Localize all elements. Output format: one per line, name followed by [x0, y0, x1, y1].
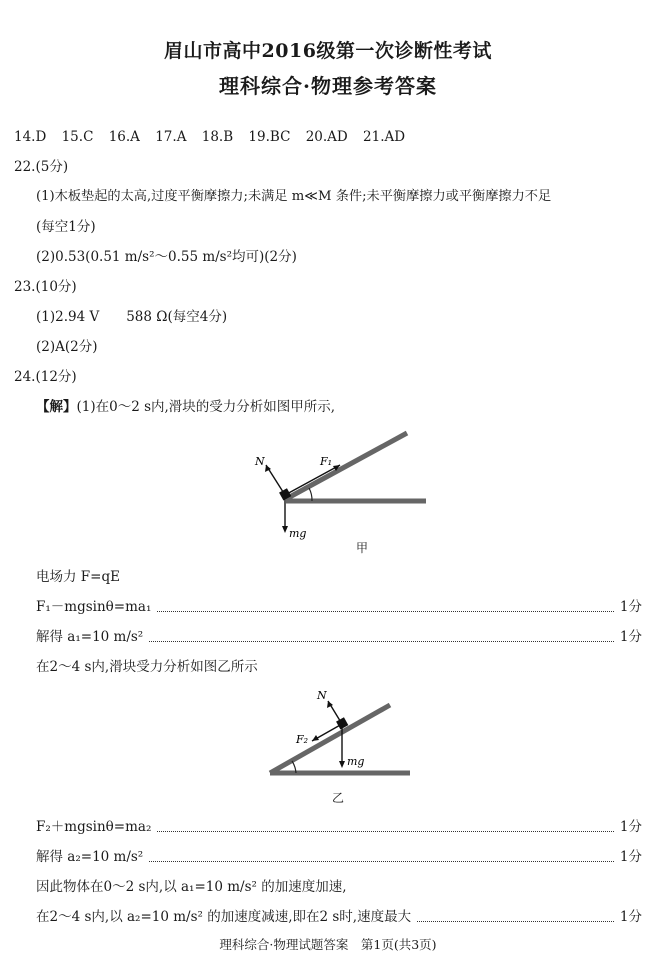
q24-line5: 因此物体在0～2 s内,以 a₁=10 m/s² 的加速度加速, [36, 879, 347, 895]
incline-plane [270, 705, 390, 773]
q22-heading: 22.(5分) [14, 159, 69, 175]
equation: 解得 a₁=10 m/s² [36, 629, 144, 645]
label-f1: F₁ [320, 455, 333, 468]
solve-tag: 【解】 [36, 399, 77, 415]
answer-key-subtitle: 理科综合·物理参考答案 [219, 74, 437, 98]
score: 1分 [619, 909, 642, 925]
choice-answer: 16.A [108, 129, 140, 145]
q24-intro-text: (1)在0～2 s内,滑块的受力分析如图甲所示, [76, 399, 336, 415]
dot-leader [157, 822, 614, 832]
q22-part1: (1)木板垫起的太高,过度平衡摩擦力;未满足 m≪M 条件;未平衡摩擦力或平衡摩擦力不足 [36, 189, 552, 204]
figure-caption-jia: 甲 [356, 541, 369, 555]
force-f1-arrow [285, 465, 340, 495]
label-n: N [255, 455, 265, 468]
force-diagram-jia [240, 425, 440, 555]
score: 1分 [619, 599, 642, 615]
dot-leader [157, 602, 614, 612]
equation-row [36, 818, 642, 836]
q24-intro2: 在2～4 s内,滑块受力分析如图乙所示 [36, 659, 258, 675]
label-mg: mg [289, 527, 307, 540]
score: 1分 [619, 629, 642, 645]
choice-answer: 17.A [155, 129, 187, 145]
label-mg: mg [347, 755, 365, 768]
q23-heading: 23.(10分) [14, 279, 77, 295]
equation: 解得 a₂=10 m/s² [36, 849, 144, 865]
dot-leader [149, 632, 614, 642]
equation-row [36, 628, 642, 646]
equation: 在2～4 s内,以 a₂=10 m/s² 的加速度减速,即在2 s时,速度最大 [36, 909, 412, 925]
equation-row [36, 908, 642, 926]
page-footer: 理科综合·物理试题答案 第1页(共3页) [219, 937, 437, 952]
q24-heading: 24.(12分) [14, 369, 77, 385]
score: 1分 [619, 819, 642, 835]
field-force: 电场力 F=qE [36, 569, 120, 585]
choice-answer: 19.BC [248, 129, 291, 145]
equation-row [36, 848, 642, 866]
incline-plane [286, 433, 407, 499]
label-f2: F₂ [296, 733, 309, 746]
choice-answer: 14.D [14, 129, 47, 145]
equation: F₂＋mgsinθ=ma₂ [36, 819, 152, 835]
gravity-arrowhead [339, 761, 345, 768]
choice-answer: 20.AD [305, 129, 348, 145]
exam-title: 眉山市高中2016级第一次诊断性考试 [164, 40, 492, 62]
choice-answers [14, 128, 416, 146]
equation-row [36, 598, 642, 616]
choice-answer: 21.AD [363, 129, 406, 145]
choice-answer: 15.C [61, 129, 94, 145]
score: 1分 [619, 849, 642, 865]
q22-part1-score: (每空1分) [36, 219, 96, 235]
gravity-arrowhead [282, 526, 288, 533]
q24-intro [36, 398, 335, 416]
q22-part2: (2)0.53(0.51 m/s²～0.55 m/s²均可)(2分) [36, 249, 297, 265]
force-diagram-yi [260, 685, 420, 785]
q23-part1: (1)2.94 V 588 Ω(每空4分) [36, 309, 228, 325]
choice-answer: 18.B [201, 129, 234, 145]
equation: F₁－mgsinθ=ma₁ [36, 599, 152, 615]
q23-part2: (2)A(2分) [36, 339, 98, 355]
label-n: N [317, 689, 327, 702]
dot-leader [417, 912, 614, 922]
dot-leader [149, 852, 614, 862]
figure-caption-yi: 乙 [332, 791, 345, 805]
